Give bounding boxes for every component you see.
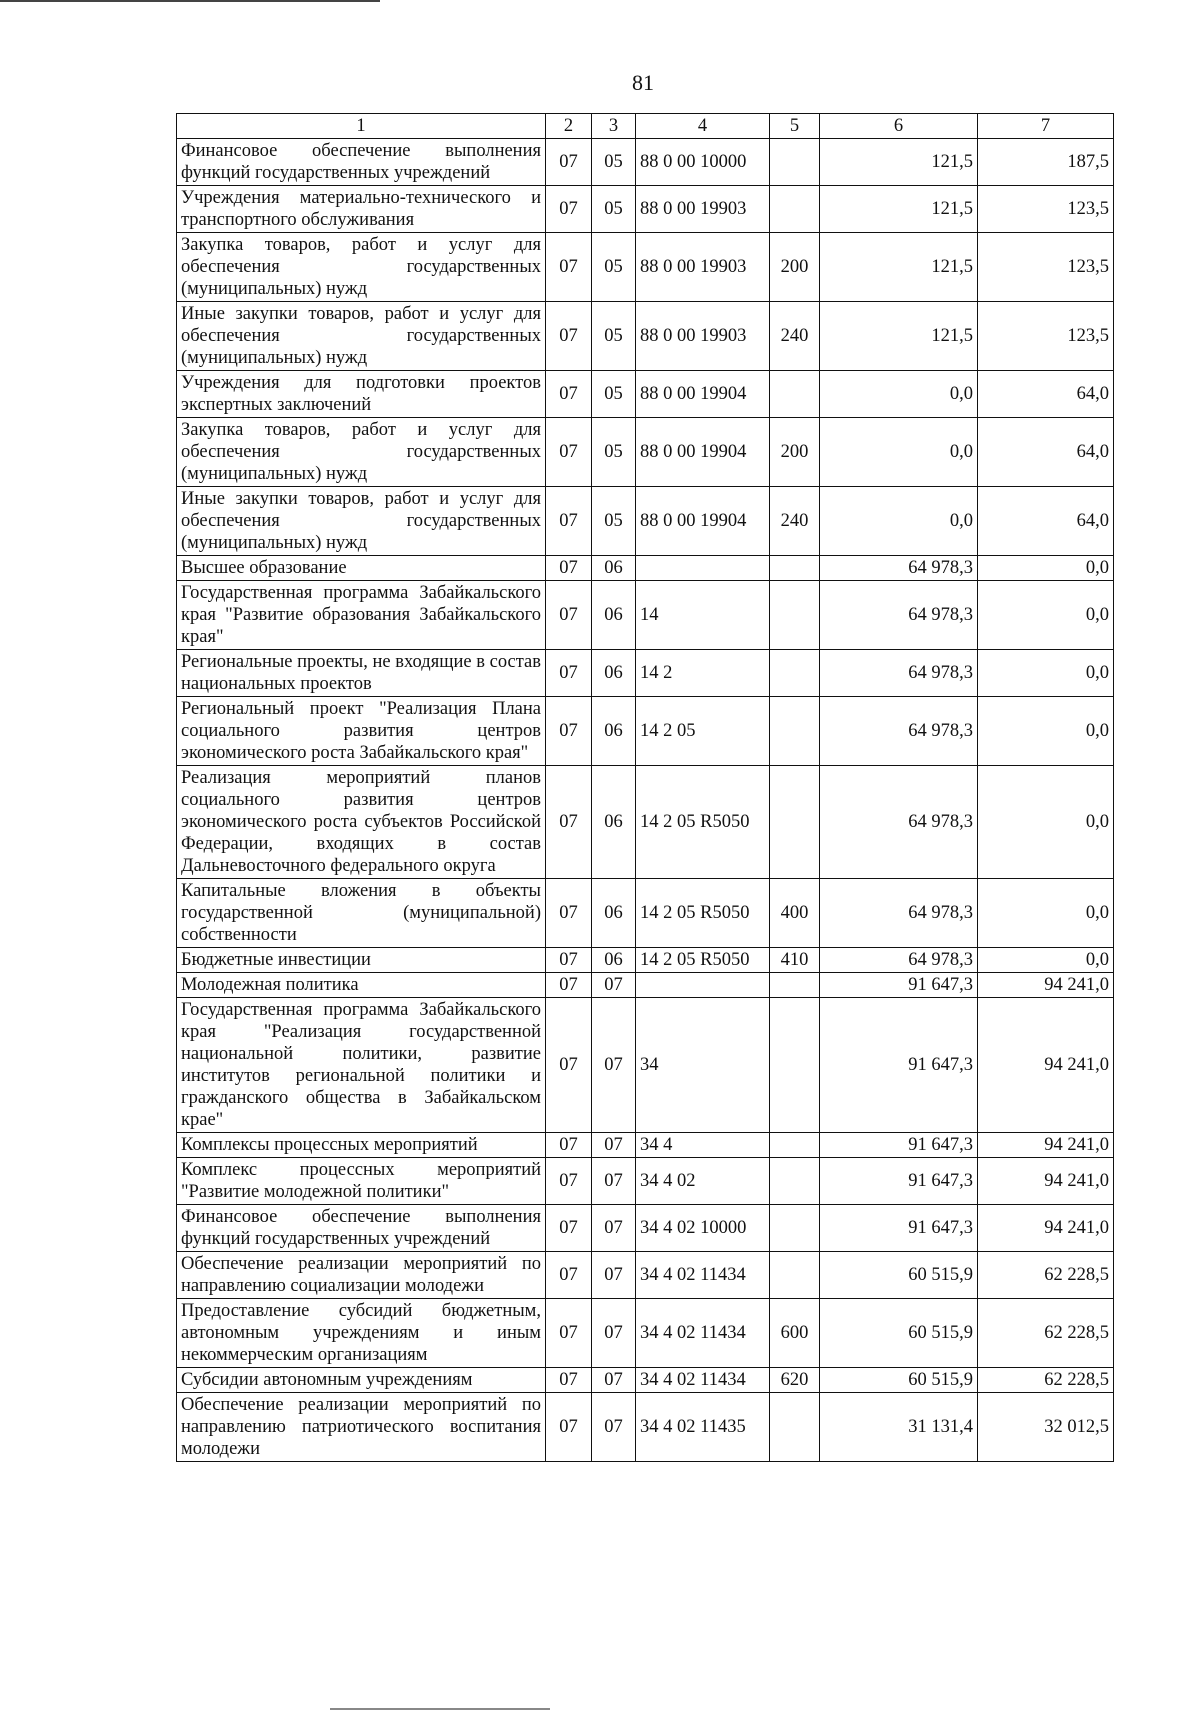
amount-col6-cell: 91 647,3 [820,1205,978,1252]
section-code-cell: 07 [546,1368,592,1393]
expense-type-cell: 400 [770,879,820,948]
section-code-cell: 07 [546,487,592,556]
row-name-cell: Финансовое обеспечение выполнения функций государственных учреждений [177,1205,546,1252]
target-article-cell: 34 4 02 11435 [636,1393,770,1462]
expense-type-cell [770,1205,820,1252]
amount-col6-cell: 64 978,3 [820,766,978,879]
amount-col7-cell: 94 241,0 [978,998,1114,1133]
section-code-cell: 07 [546,418,592,487]
section-code-cell: 07 [546,973,592,998]
amount-col6-cell: 0,0 [820,487,978,556]
amount-col6-cell: 64 978,3 [820,879,978,948]
section-code-cell: 07 [546,948,592,973]
section-code-cell: 07 [546,766,592,879]
amount-col7-cell: 94 241,0 [978,1133,1114,1158]
section-code-cell: 07 [546,697,592,766]
table-body [177,139,1114,1462]
table-row [177,1368,1114,1393]
row-name-cell: Закупка товаров, работ и услуг для обеспечения государственных (муниципальных) нужд [177,418,546,487]
subsection-code-cell: 06 [592,948,636,973]
target-article-cell: 88 0 00 19903 [636,186,770,233]
amount-col7-cell: 0,0 [978,697,1114,766]
target-article-cell: 34 4 02 11434 [636,1252,770,1299]
amount-col6-cell: 91 647,3 [820,1133,978,1158]
row-name-cell: Комплексы процессных мероприятий [177,1133,546,1158]
subsection-code-cell: 05 [592,487,636,556]
target-article-cell: 88 0 00 19904 [636,487,770,556]
section-code-cell: 07 [546,302,592,371]
table-row [177,1205,1114,1252]
row-name-cell: Высшее образование [177,556,546,581]
target-article-cell: 88 0 00 19904 [636,418,770,487]
row-name-cell: Закупка товаров, работ и услуг для обеспечения государственных (муниципальных) нужд [177,233,546,302]
subsection-code-cell: 07 [592,1205,636,1252]
row-name-cell: Предоставление субсидий бюджетным, автономным учреждениям и иным некоммерческим организациям [177,1299,546,1368]
expense-type-cell: 240 [770,302,820,371]
row-name-cell: Учреждения для подготовки проектов экспертных заключений [177,371,546,418]
target-article-cell: 34 4 02 [636,1158,770,1205]
row-name-cell: Бюджетные инвестиции [177,948,546,973]
row-name-cell: Обеспечение реализации мероприятий по направлению социализации молодежи [177,1252,546,1299]
section-code-cell: 07 [546,998,592,1133]
table-row [177,879,1114,948]
subsection-code-cell: 06 [592,697,636,766]
header-col-5: 5 [770,114,820,139]
subsection-code-cell: 06 [592,556,636,581]
table-row [177,1133,1114,1158]
table-row [177,1252,1114,1299]
scan-edge-line [0,0,380,2]
page-number: 81 [632,70,654,95]
expense-type-cell: 200 [770,418,820,487]
expense-type-cell: 410 [770,948,820,973]
amount-col7-cell: 62 228,5 [978,1299,1114,1368]
expense-type-cell [770,556,820,581]
section-code-cell: 07 [546,139,592,186]
section-code-cell: 07 [546,1205,592,1252]
row-name-cell: Иные закупки товаров, работ и услуг для обеспечения государственных (муниципальных) нужд [177,487,546,556]
target-article-cell: 34 [636,998,770,1133]
table-row [177,1158,1114,1205]
table-row [177,1393,1114,1462]
table-row [177,487,1114,556]
subsection-code-cell: 06 [592,650,636,697]
expense-type-cell [770,973,820,998]
amount-col7-cell: 62 228,5 [978,1368,1114,1393]
expense-type-cell [770,186,820,233]
subsection-code-cell: 07 [592,1393,636,1462]
amount-col7-cell: 94 241,0 [978,1205,1114,1252]
header-row [177,114,1114,139]
row-name-cell: Государственная программа Забайкальского края "Реализация государственной национальной политики, развитие институтов региональной политики и гражданского общества в Забайкальском крае" [177,998,546,1133]
section-code-cell: 07 [546,186,592,233]
target-article-cell: 14 2 05 R5050 [636,948,770,973]
target-article-cell [636,556,770,581]
subsection-code-cell: 06 [592,581,636,650]
amount-col6-cell: 0,0 [820,418,978,487]
expense-type-cell [770,139,820,186]
table-row [177,650,1114,697]
target-article-cell [636,973,770,998]
expense-type-cell: 600 [770,1299,820,1368]
table-header [177,114,1114,139]
amount-col6-cell: 64 978,3 [820,581,978,650]
amount-col7-cell: 0,0 [978,766,1114,879]
amount-col7-cell: 94 241,0 [978,973,1114,998]
section-code-cell: 07 [546,371,592,418]
expense-type-cell: 200 [770,233,820,302]
row-name-cell: Реализация мероприятий планов социального развития центров экономического роста субъектов Российской Федерации, входящих в состав Дальневосточного федерального округа [177,766,546,879]
section-code-cell: 07 [546,1393,592,1462]
subsection-code-cell: 05 [592,302,636,371]
table-row [177,1299,1114,1368]
amount-col6-cell: 31 131,4 [820,1393,978,1462]
target-article-cell: 14 2 05 [636,697,770,766]
amount-col6-cell: 121,5 [820,186,978,233]
amount-col7-cell: 94 241,0 [978,1158,1114,1205]
target-article-cell: 88 0 00 19903 [636,302,770,371]
target-article-cell: 34 4 [636,1133,770,1158]
header-col-7: 7 [978,114,1114,139]
amount-col7-cell: 123,5 [978,302,1114,371]
amount-col6-cell: 121,5 [820,302,978,371]
subsection-code-cell: 07 [592,1158,636,1205]
section-code-cell: 07 [546,581,592,650]
table-row [177,766,1114,879]
amount-col6-cell: 64 978,3 [820,556,978,581]
row-name-cell: Субсидии автономным учреждениям [177,1368,546,1393]
expense-type-cell: 620 [770,1368,820,1393]
section-code-cell: 07 [546,233,592,302]
table-row [177,233,1114,302]
expense-type-cell [770,581,820,650]
amount-col6-cell: 91 647,3 [820,998,978,1133]
table-row [177,973,1114,998]
table-row [177,948,1114,973]
expense-type-cell [770,766,820,879]
row-name-cell: Комплекс процессных мероприятий "Развитие молодежной политики" [177,1158,546,1205]
target-article-cell: 88 0 00 19903 [636,233,770,302]
section-code-cell: 07 [546,879,592,948]
subsection-code-cell: 07 [592,1252,636,1299]
row-name-cell: Иные закупки товаров, работ и услуг для обеспечения государственных (муниципальных) нужд [177,302,546,371]
amount-col7-cell: 187,5 [978,139,1114,186]
expense-type-cell: 240 [770,487,820,556]
row-name-cell: Финансовое обеспечение выполнения функций государственных учреждений [177,139,546,186]
row-name-cell: Обеспечение реализации мероприятий по направлению патриотического воспитания молодежи [177,1393,546,1462]
table-row [177,302,1114,371]
amount-col6-cell: 60 515,9 [820,1368,978,1393]
amount-col6-cell: 64 978,3 [820,948,978,973]
subsection-code-cell: 05 [592,418,636,487]
expense-type-cell [770,650,820,697]
subsection-code-cell: 05 [592,371,636,418]
subsection-code-cell: 07 [592,1299,636,1368]
amount-col7-cell: 123,5 [978,186,1114,233]
amount-col6-cell: 64 978,3 [820,650,978,697]
row-name-cell: Молодежная политика [177,973,546,998]
row-name-cell: Учреждения материально-технического и транспортного обслуживания [177,186,546,233]
target-article-cell: 14 [636,581,770,650]
amount-col7-cell: 123,5 [978,233,1114,302]
table-row [177,581,1114,650]
table-row [177,998,1114,1133]
section-code-cell: 07 [546,1252,592,1299]
expense-type-cell [770,371,820,418]
table-row [177,186,1114,233]
target-article-cell: 14 2 [636,650,770,697]
header-col-6: 6 [820,114,978,139]
target-article-cell: 34 4 02 11434 [636,1299,770,1368]
amount-col7-cell: 64,0 [978,371,1114,418]
table-row [177,139,1114,186]
amount-col6-cell: 121,5 [820,233,978,302]
table-row [177,418,1114,487]
scan-edge-line-bottom [330,1708,550,1710]
table-row [177,371,1114,418]
amount-col7-cell: 64,0 [978,418,1114,487]
amount-col7-cell: 62 228,5 [978,1252,1114,1299]
amount-col6-cell: 64 978,3 [820,697,978,766]
amount-col6-cell: 91 647,3 [820,973,978,998]
section-code-cell: 07 [546,1158,592,1205]
expense-type-cell [770,1133,820,1158]
amount-col6-cell: 121,5 [820,139,978,186]
target-article-cell: 34 4 02 11434 [636,1368,770,1393]
expense-type-cell [770,1252,820,1299]
row-name-cell: Государственная программа Забайкальского края "Развитие образования Забайкальского края" [177,581,546,650]
amount-col7-cell: 64,0 [978,487,1114,556]
target-article-cell: 88 0 00 19904 [636,371,770,418]
amount-col7-cell: 0,0 [978,948,1114,973]
table-row [177,556,1114,581]
expense-type-cell [770,1393,820,1462]
expense-type-cell [770,998,820,1133]
amount-col7-cell: 0,0 [978,650,1114,697]
subsection-code-cell: 07 [592,1133,636,1158]
expense-type-cell [770,1158,820,1205]
section-code-cell: 07 [546,556,592,581]
row-name-cell: Региональный проект "Реализация Плана социального развития центров экономического роста Забайкальского края" [177,697,546,766]
row-name-cell: Региональные проекты, не входящие в состав национальных проектов [177,650,546,697]
header-col-2: 2 [546,114,592,139]
row-name-cell: Капитальные вложения в объекты государственной (муниципальной) собственности [177,879,546,948]
section-code-cell: 07 [546,650,592,697]
target-article-cell: 14 2 05 R5050 [636,879,770,948]
subsection-code-cell: 05 [592,139,636,186]
amount-col6-cell: 91 647,3 [820,1158,978,1205]
subsection-code-cell: 07 [592,1368,636,1393]
subsection-code-cell: 05 [592,233,636,302]
amount-col7-cell: 32 012,5 [978,1393,1114,1462]
expense-type-cell [770,697,820,766]
target-article-cell: 88 0 00 10000 [636,139,770,186]
header-col-3: 3 [592,114,636,139]
target-article-cell: 14 2 05 R5050 [636,766,770,879]
amount-col6-cell: 60 515,9 [820,1299,978,1368]
subsection-code-cell: 06 [592,766,636,879]
header-col-1: 1 [177,114,546,139]
header-col-4: 4 [636,114,770,139]
subsection-code-cell: 06 [592,879,636,948]
amount-col6-cell: 0,0 [820,371,978,418]
amount-col6-cell: 60 515,9 [820,1252,978,1299]
amount-col7-cell: 0,0 [978,581,1114,650]
amount-col7-cell: 0,0 [978,879,1114,948]
target-article-cell: 34 4 02 10000 [636,1205,770,1252]
subsection-code-cell: 05 [592,186,636,233]
table-row [177,697,1114,766]
budget-table [176,113,1114,1462]
subsection-code-cell: 07 [592,973,636,998]
subsection-code-cell: 07 [592,998,636,1133]
section-code-cell: 07 [546,1133,592,1158]
section-code-cell: 07 [546,1299,592,1368]
amount-col7-cell: 0,0 [978,556,1114,581]
